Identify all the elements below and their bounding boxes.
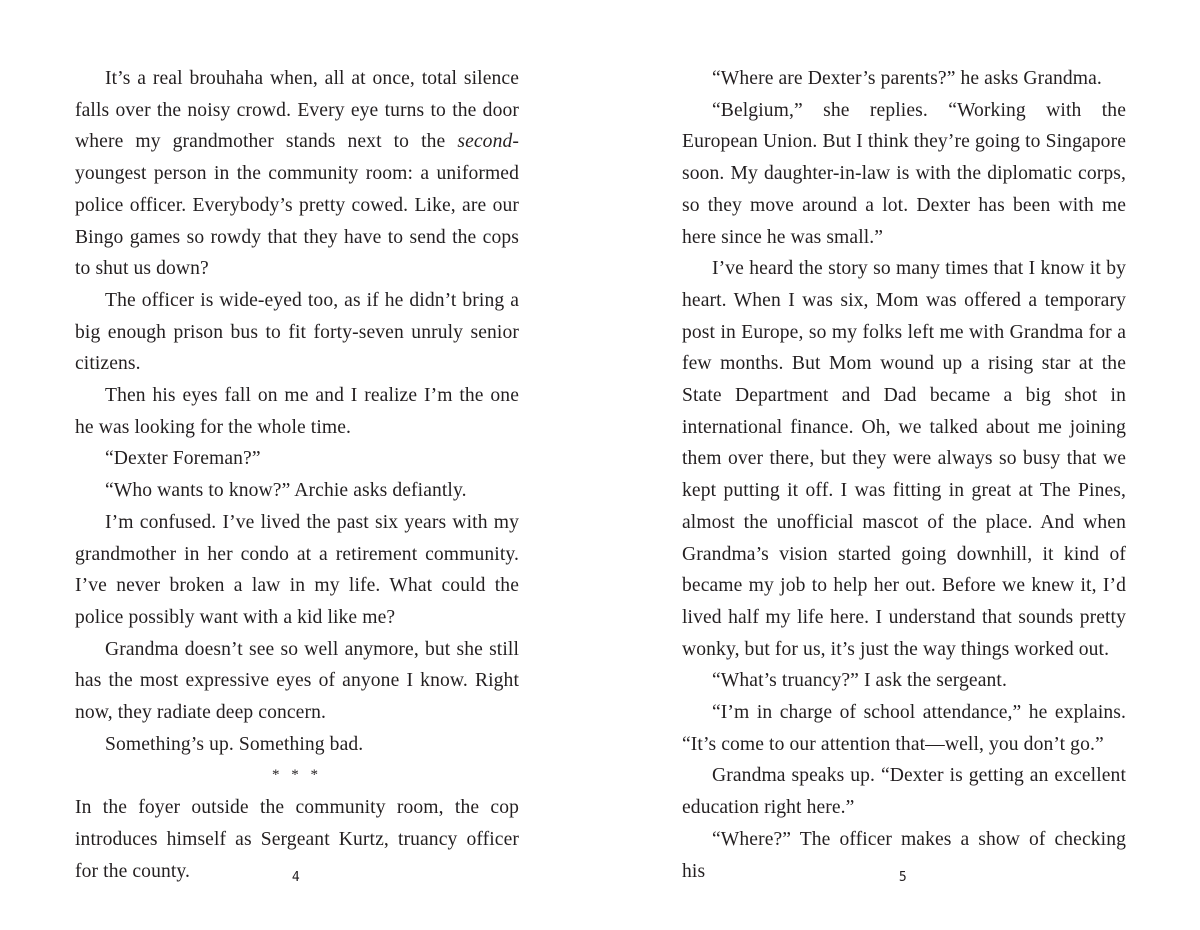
page-number-right: 5 xyxy=(898,870,908,885)
paragraph: Then his eyes fall on me and I realize I’m the one he was looking for the whole time. xyxy=(75,385,519,438)
paragraph: Grandma doesn’t see so well anymore, but she still has the most expressive eyes of anyone I know. Right now, they radiate deep concern. xyxy=(75,638,519,724)
page-number-left: 4 xyxy=(291,870,301,885)
paragraph: In the foyer outside the community room, the cop introduces himself as Sergeant Kurtz, truancy officer for the county. xyxy=(75,797,519,882)
left-page-text xyxy=(75,63,519,887)
paragraph: “What’s truancy?” I ask the sergeant. xyxy=(712,670,1007,692)
paragraph: “Where?” The officer makes a show of checking his xyxy=(682,828,1126,882)
paragraph: “I’m in charge of school attendance,” he explains. “It’s come to our attention that—well, you don’t go.” xyxy=(682,702,1126,755)
section-break: * * * xyxy=(272,767,322,784)
paragraph: It’s a real brouhaha when, all at once, total silence falls over the noisy crowd. Every eye turns to the door where my grandmother stands next to the second-youngest person in the community room: a uniformed police officer. Everybody’s pretty cowed. Like, are our Bingo games so rowdy that they have to send the cops to shut us down? xyxy=(75,68,519,280)
paragraph: “Belgium,” she replies. “Working with the European Union. But I think they’re going to Singapore soon. My daughter-in-law is with the diplomatic corps, so they move around a lot. Dexter has been with me here since he was small.” xyxy=(682,99,1126,248)
paragraph: Grandma speaks up. “Dexter is getting an excellent education right here.” xyxy=(682,765,1126,819)
paragraph: I’m confused. I’ve lived the past six years with my grandmother in her condo at a retirement community. I’ve never broken a law in my life. What could the police possibly want with a kid like me? xyxy=(75,511,519,628)
right-page xyxy=(600,0,1200,930)
paragraph: Something’s up. Something bad. xyxy=(105,733,364,755)
paragraph: “Where are Dexter’s parents?” he asks Grandma. xyxy=(712,68,1102,89)
right-page-text xyxy=(682,63,1126,887)
paragraph: “Who wants to know?” Archie asks defiantly. xyxy=(105,480,467,502)
paragraph: “Dexter Foreman?” xyxy=(105,448,261,470)
paragraph: I’ve heard the story so many times that I know it by heart. When I was six, Mom was offered a temporary post in Europe, so my folks left me with Grandma for a few months. But Mom wound up a rising star at the State Department and Dad became a big shot in international finance. Oh, we talked about me joining them over there, but they were always so busy that we kept putting it off. I was fitting in great at The Pines, almost the unofficial mascot of the place. And when Grandma’s vision started going downhill, it kind of became my job to help her out. Before we knew it, I’d lived half my life here. I understand that sounds pretty wonky, but for us, it’s just the way things worked out. xyxy=(682,258,1126,660)
paragraph: The officer is wide-eyed too, as if he didn’t bring a big enough prison bus to fit forty-seven unruly senior citizens. xyxy=(75,289,519,375)
